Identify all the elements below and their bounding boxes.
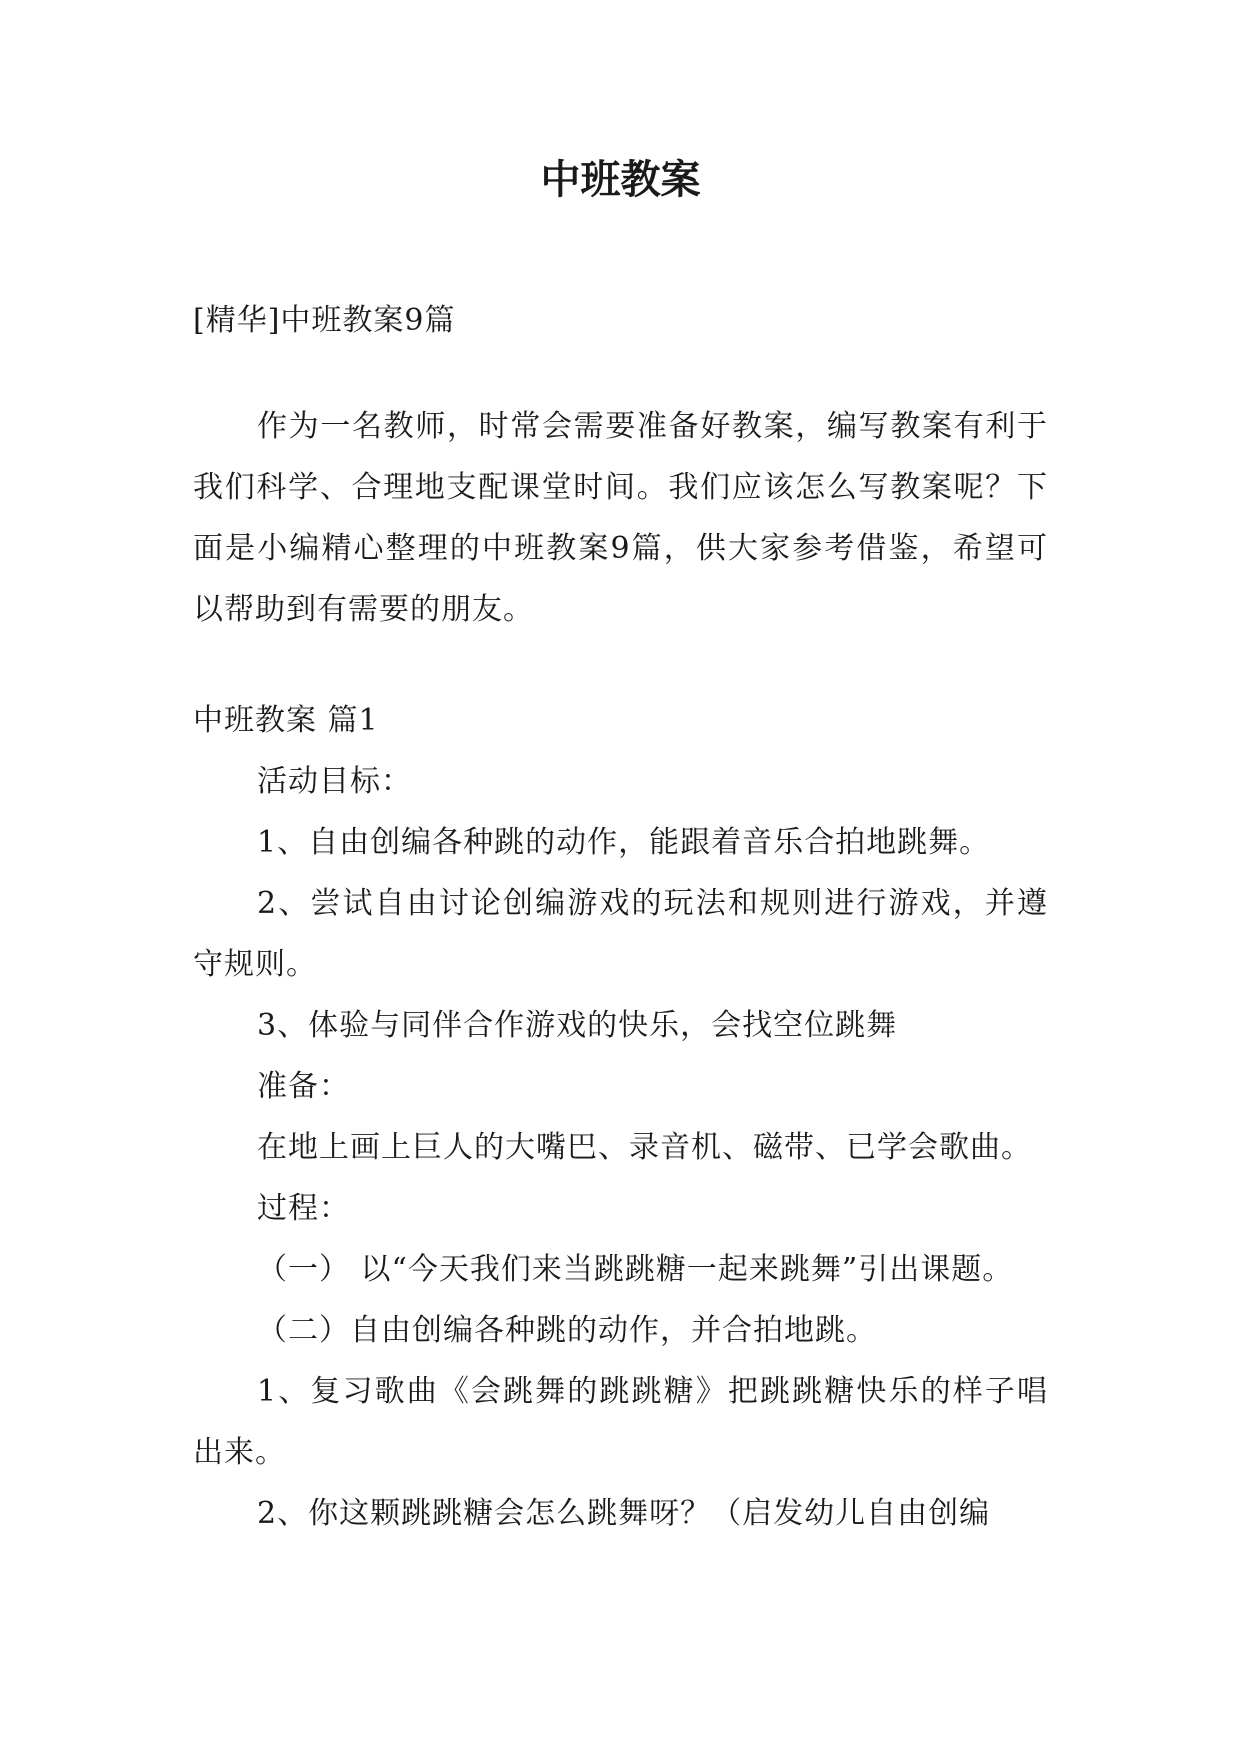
paragraph-objective-2: 2、尝试自由讨论创编游戏的玩法和规则进行游戏，并遵守规则。	[193, 886, 1048, 982]
intro-paragraph: 作为一名教师，时常会需要准备好教案，编写教案有利于我们科学、合理地支配课堂时间。我们应该怎么写教案呢？下面是小编精心整理的中班教案9篇，供大家参考借鉴，希望可以帮助到有需要的朋友。	[193, 409, 1048, 627]
paragraph-step-1: （一） 以“今天我们来当跳跳糖一起来跳舞”引出课题。	[257, 1252, 1014, 1287]
paragraph-step-2: （二）自由创编各种跳的动作，并合拍地跳。	[257, 1313, 877, 1348]
document-title: 中班教案	[540, 157, 701, 203]
paragraph-preparation-label: 准备：	[257, 1069, 350, 1104]
section-heading: 中班教案 篇1	[193, 703, 379, 738]
paragraph-objective-1: 1、自由创编各种跳的动作，能跟着音乐合拍地跳舞。	[257, 825, 991, 860]
paragraph-objective-3: 3、体验与同伴合作游戏的快乐，会找空位跳舞	[257, 1008, 898, 1043]
paragraph-objectives-label: 活动目标：	[257, 764, 412, 799]
lesson-section	[193, 690, 1048, 1544]
document-subtitle: [精华]中班教案9篇	[193, 303, 456, 338]
paragraph-process-label: 过程：	[257, 1191, 350, 1226]
paragraph-step-2-1: 1、复习歌曲《会跳舞的跳跳糖》把跳跳糖快乐的样子唱出来。	[193, 1374, 1048, 1470]
paragraph-preparation: 在地上画上巨人的大嘴巴、录音机、磁带、已学会歌曲。	[257, 1130, 1032, 1165]
paragraph-step-2-2: 2、你这颗跳跳糖会怎么跳舞呀？（启发幼儿自由创编	[257, 1496, 991, 1531]
